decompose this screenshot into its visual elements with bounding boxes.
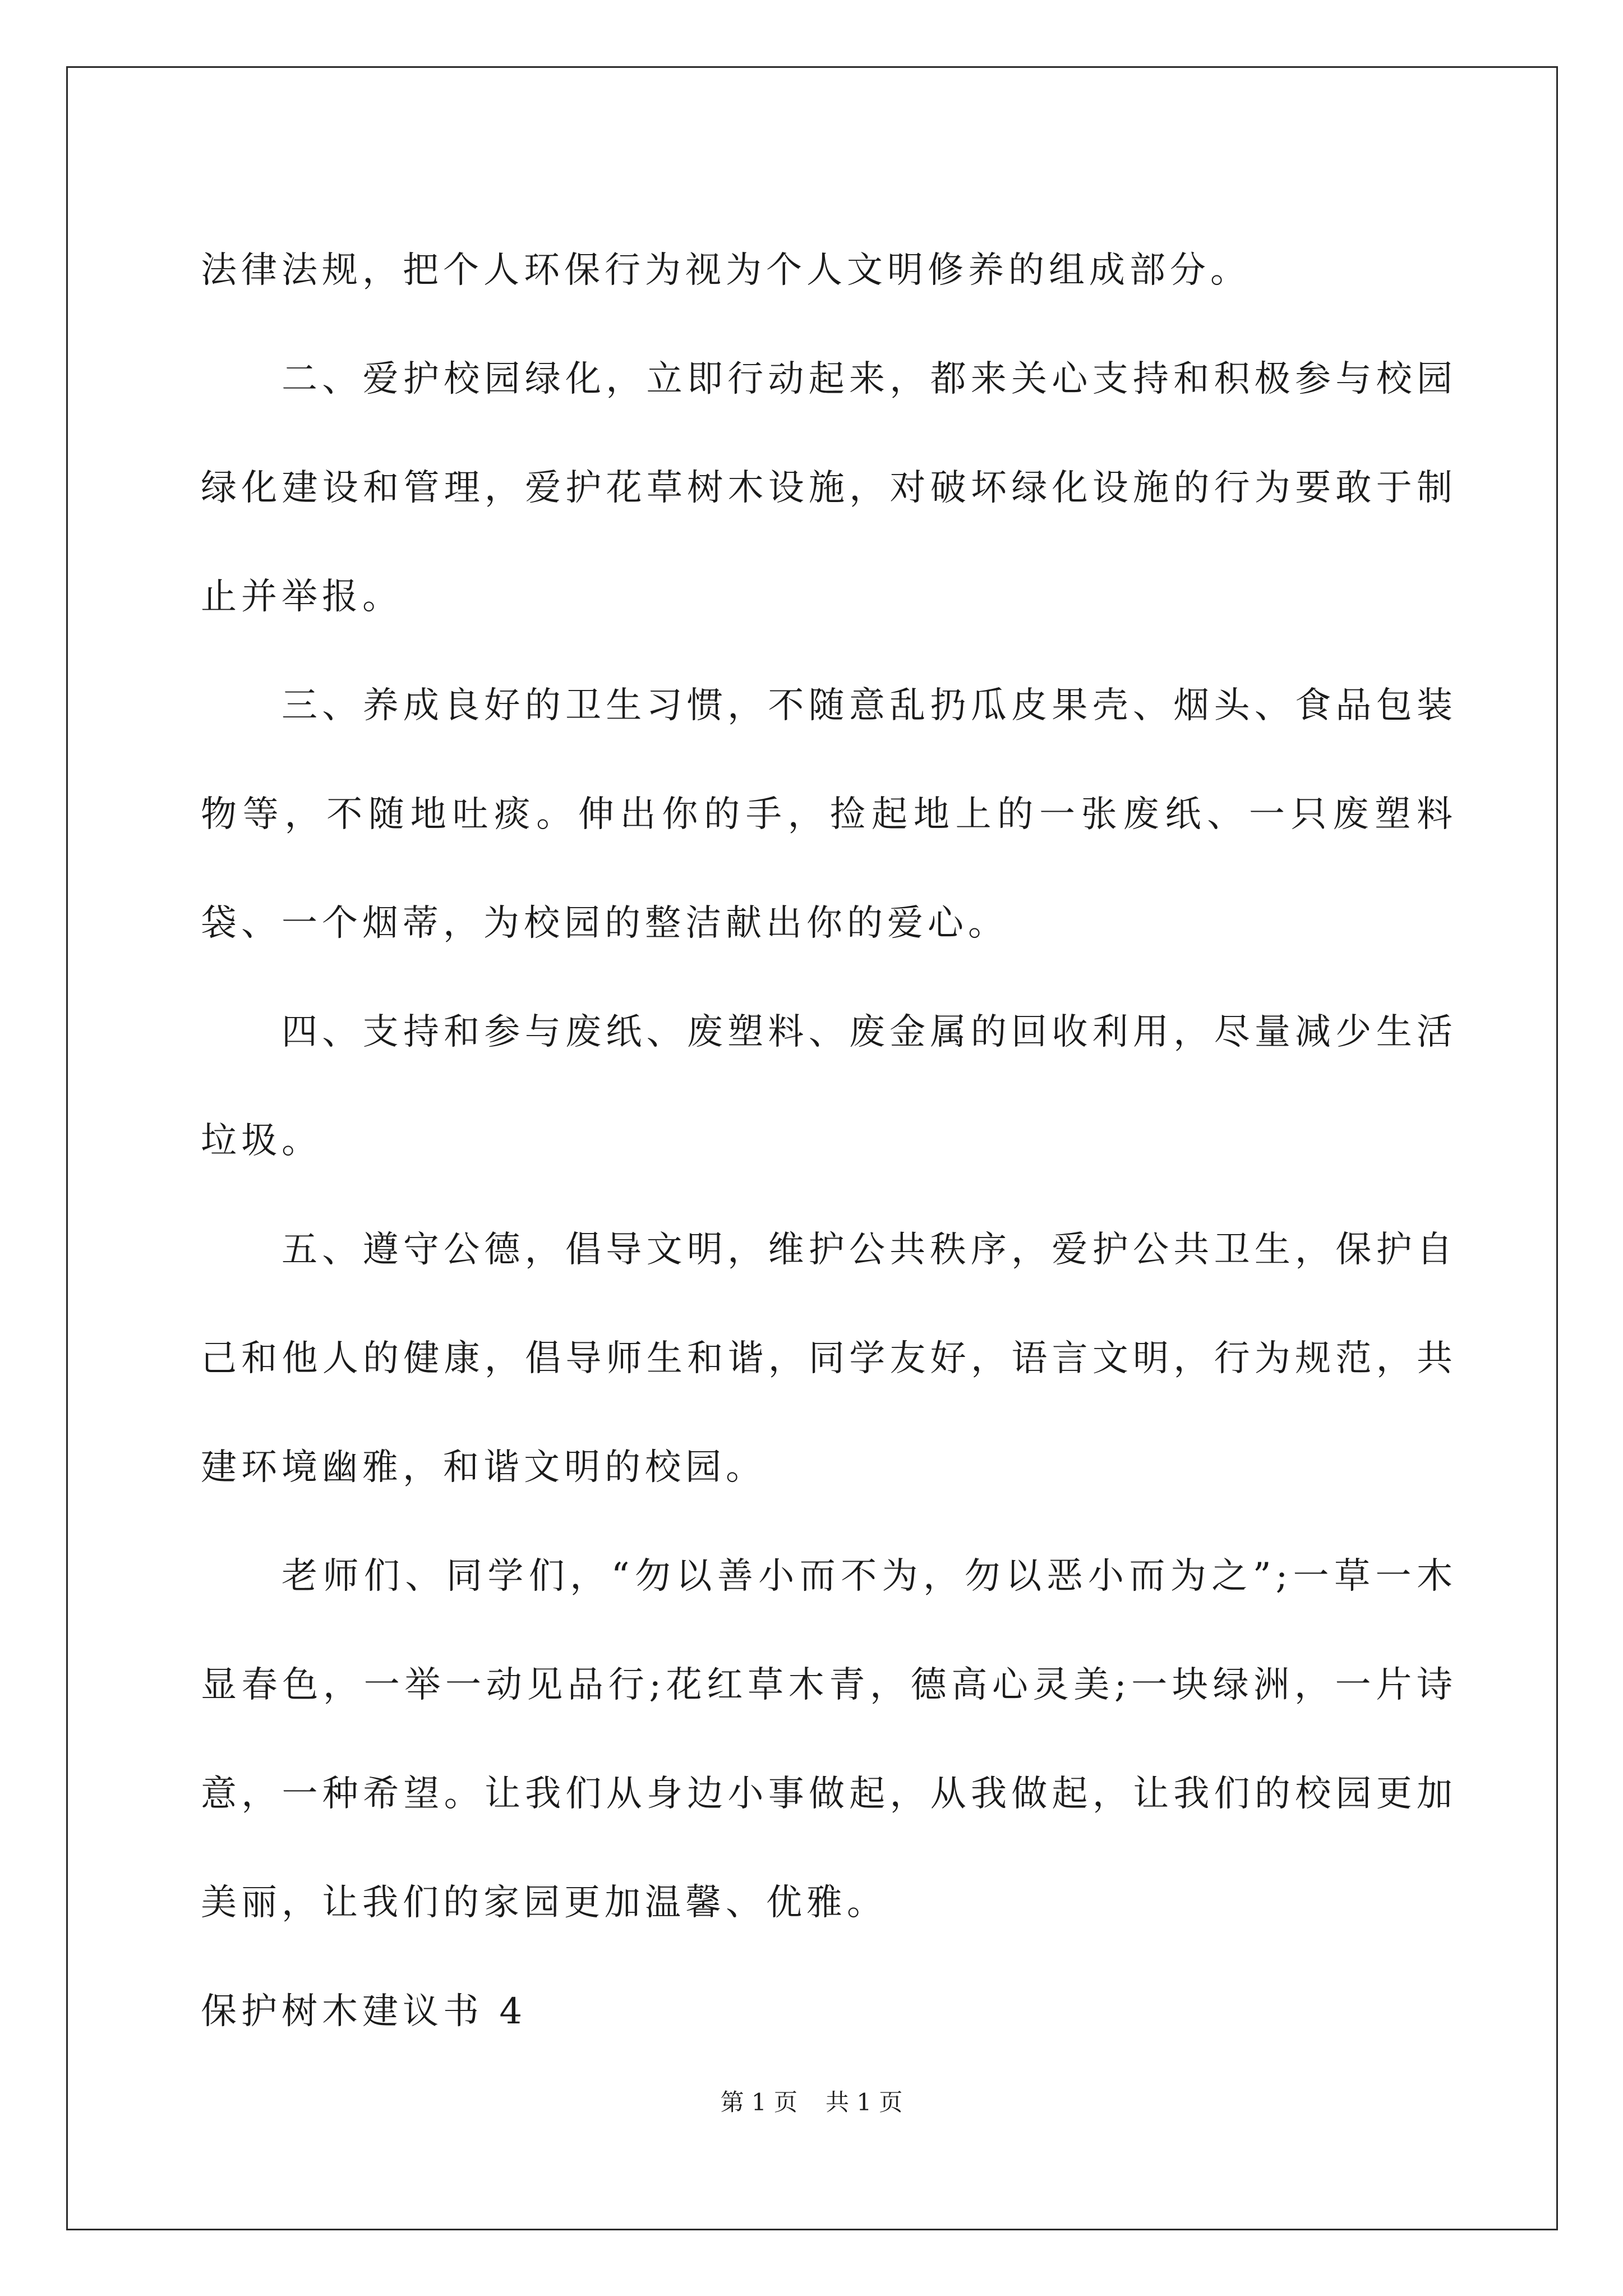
paragraph: 二、爱护校园绿化，立即行动起来，都来关心支持和积极参与校园绿化建设和管理，爱护花草树木设施，对破坏绿化设施的行为要敢于制止并举报。	[201, 358, 1457, 618]
page-total: 共 1 页	[826, 2088, 903, 2116]
paragraph: 老师们、同学们，“勿以善小而不为，勿以恶小而为之”;一草一木显春色，一举一动见品行;花红草木青，德高心灵美;一块绿洲，一片诗意，一种希望。让我们从身边小事做起，从我做起，让我们的校园更加美丽，让我们的家园更加温馨、优雅。	[201, 1556, 1457, 1924]
paragraph: 四、支持和参与废纸、废塑料、废金属的回收利用，尽量减少生活垃圾。	[201, 1011, 1457, 1162]
paragraph: 五、遵守公德，倡导文明，维护公共秩序，爱护公共卫生，保护自己和他人的健康，倡导师生和谐，同学友好，语言文明，行为规范，共建环境幽雅，和谐文明的校园。	[201, 1229, 1457, 1488]
paragraph: 法律法规，把个人环保行为视为个人文明修养的组成部分。	[201, 250, 1251, 291]
section-heading: 保护树木建议书 4	[201, 1991, 527, 2032]
page-footer	[0, 2086, 1623, 2119]
paragraph: 三、养成良好的卫生习惯，不随意乱扔瓜皮果壳、烟头、食品包装物等，不随地吐痰。伸出你的手，捡起地上的一张废纸、一只废塑料袋、一个烟蒂，为校园的整洁献出你的爱心。	[201, 685, 1457, 944]
document-body	[201, 216, 1457, 2066]
page-number: 第 1 页	[720, 2088, 797, 2116]
